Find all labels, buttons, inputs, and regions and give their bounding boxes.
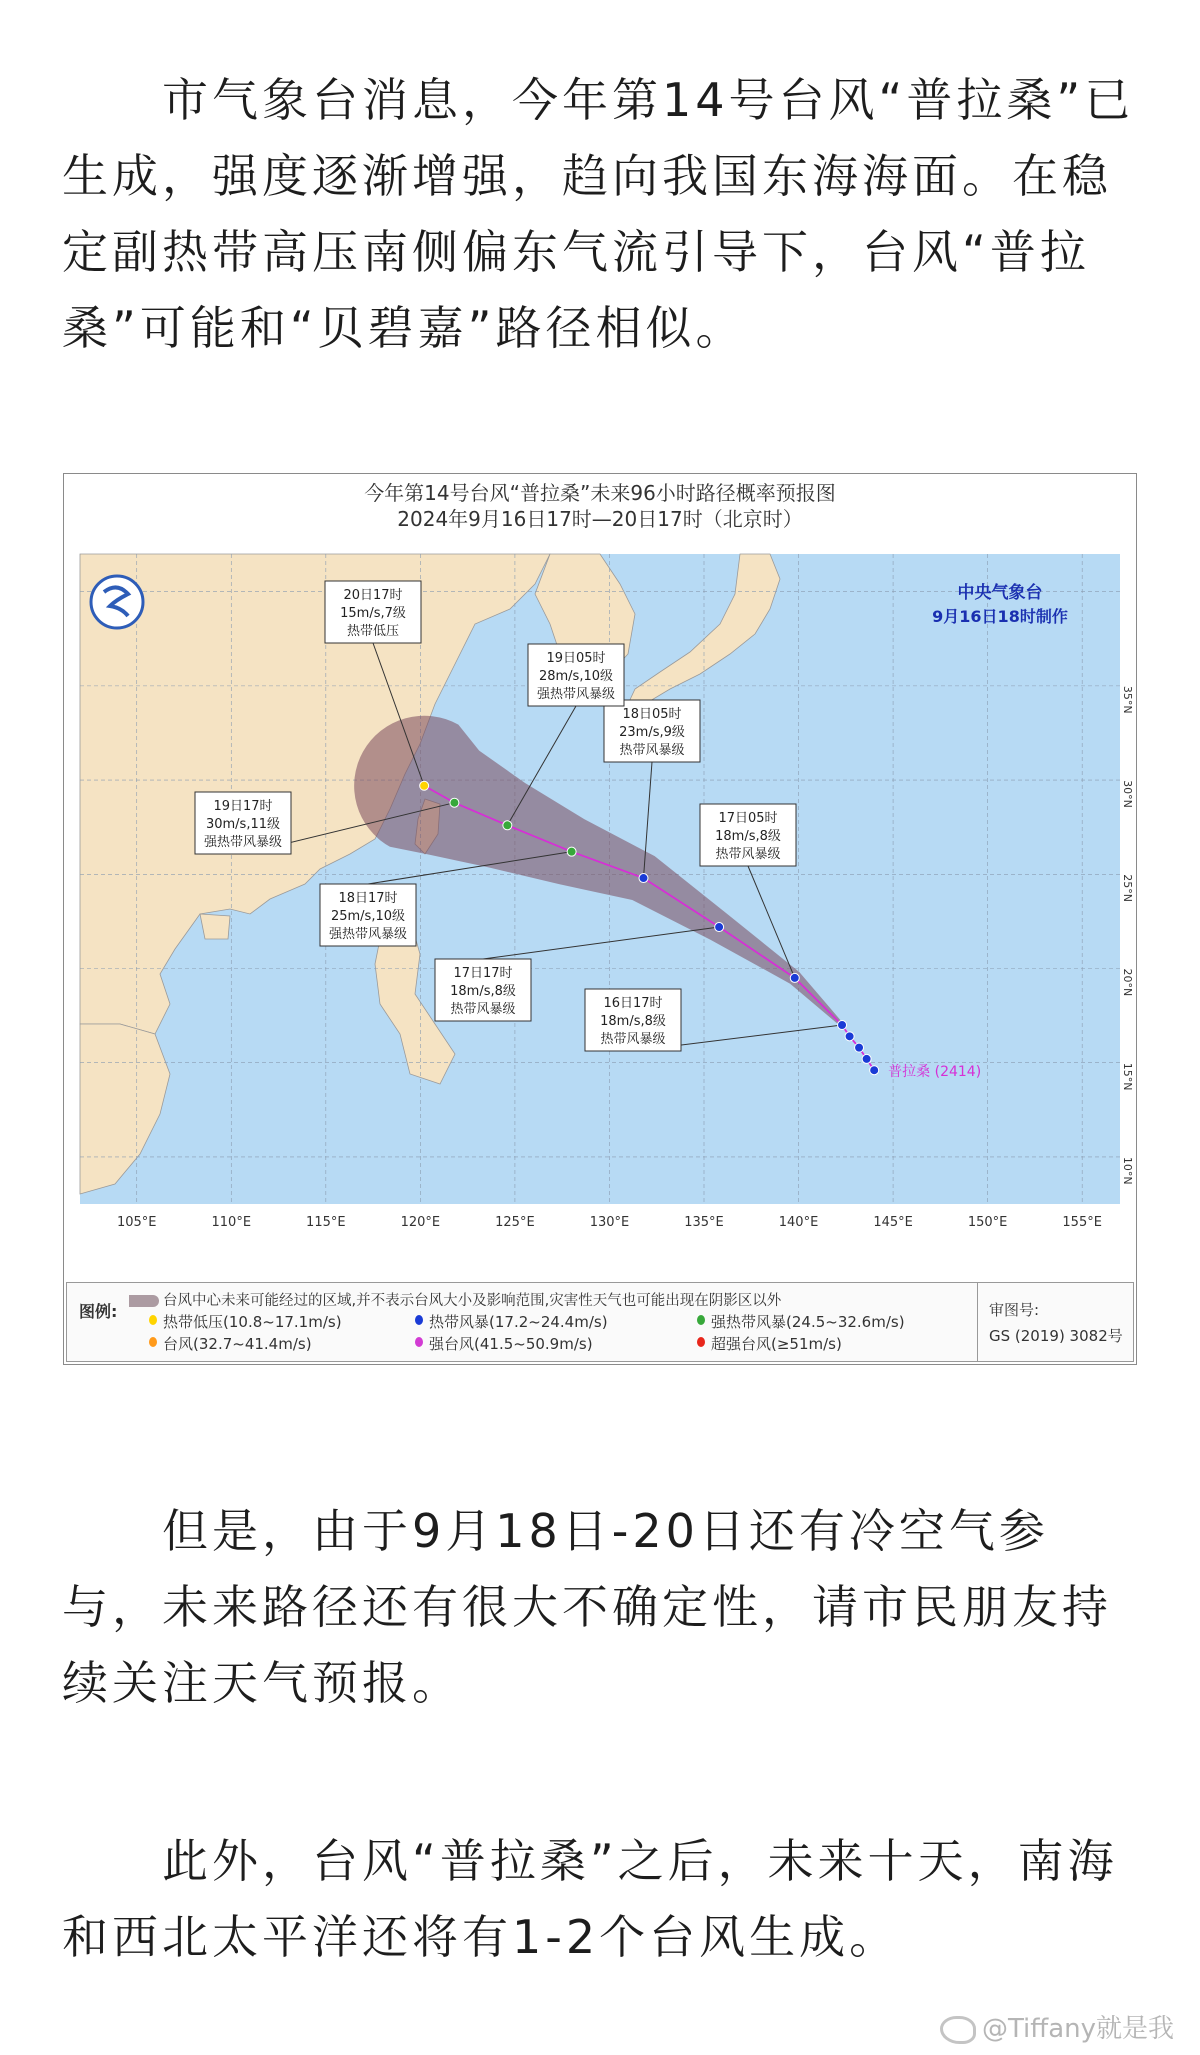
legend-divider <box>977 1283 978 1361</box>
lon-tick-label: 150°E <box>967 1215 1008 1230</box>
legend-super: 超强台风(≥51m/s) <box>711 1335 842 1353</box>
forecast-label-line: 18m/s,8级 <box>715 829 781 844</box>
legend-sts-dot <box>697 1315 705 1325</box>
forecast-label-line: 15m/s,7级 <box>340 606 406 621</box>
watermark-text: @Tiffany就是我 <box>981 2014 1174 2044</box>
uncertainty-paragraph: 但是，由于9月18日-20日还有冷空气参与，未来路径还有很大不确定性，请市民朋友持续关注天气预报。 <box>62 1504 1112 1710</box>
forecast-label-line: 18日17时 <box>338 891 398 906</box>
typhoon-id: (2414) <box>934 1064 982 1081</box>
forecast-label-line: 19日17时 <box>213 799 273 814</box>
lat-tick-label: 15°N <box>1121 1062 1134 1091</box>
legend-cone-desc: 台风中心未来可能经过的区域,并不表示台风大小及影响范围,灾害性天气也可能出现在阴影区以外 <box>163 1293 782 1309</box>
legend-ts: 热带风暴(17.2~24.4m/s) <box>429 1313 608 1331</box>
track-point <box>838 1021 847 1030</box>
legend-td-dot <box>149 1315 157 1325</box>
forecast-label-line: 热带风暴级 <box>619 743 685 758</box>
map-title <box>64 480 1136 532</box>
agency-label: 中央气象台 <box>957 583 1043 603</box>
lon-tick-label: 140°E <box>778 1215 819 1230</box>
intro-paragraph: 市气象台消息，今年第14号台风“普拉桑”已生成，强度逐渐增强，趋向我国东海海面。在稳定副热带高压南侧偏东气流引导下，台风“普拉桑”可能和“贝碧嘉”路径相似。 <box>62 73 1135 355</box>
legend <box>66 1282 1134 1362</box>
hainan <box>200 914 230 939</box>
lon-tick-label: 120°E <box>400 1215 441 1230</box>
forecast-label-line: 20日17时 <box>343 588 403 603</box>
track-map <box>80 554 1134 1274</box>
lon-tick-label: 125°E <box>495 1215 535 1230</box>
legend-super-dot <box>697 1337 705 1347</box>
forecast-label-line: 30m/s,11级 <box>205 817 281 832</box>
cma-logo <box>91 576 143 628</box>
track-point <box>790 973 799 982</box>
forecast-label-line: 19日05时 <box>546 651 606 666</box>
track-point <box>845 1032 854 1041</box>
lon-tick-label: 130°E <box>589 1215 630 1230</box>
track-point <box>862 1054 871 1063</box>
forecast-label-line: 17日05时 <box>718 811 778 826</box>
forecast-label-line: 热带风暴级 <box>600 1032 666 1047</box>
legend-sts: 强热带风暴(24.5~32.6m/s) <box>711 1313 905 1331</box>
typhoon-name-label <box>888 1063 981 1080</box>
lon-tick-label: 155°E <box>1062 1215 1102 1230</box>
legend-td: 热带低压(10.8~17.1m/s) <box>163 1313 342 1331</box>
track-point <box>855 1043 864 1052</box>
legend-ty-dot <box>149 1337 157 1347</box>
track-point <box>450 798 459 807</box>
forecast-label-line: 强热带风暴级 <box>328 927 408 942</box>
weibo-icon <box>940 2016 976 2044</box>
forecast-label-line: 18m/s,8级 <box>450 984 516 999</box>
track-point <box>870 1066 879 1075</box>
forecast-label-line: 23m/s,9级 <box>619 725 685 740</box>
lon-tick-label: 105°E <box>116 1215 157 1230</box>
legend-title: 图例: <box>79 1302 118 1321</box>
forecast-label-line: 16日17时 <box>603 996 663 1011</box>
forecast-label-line: 热带风暴级 <box>715 847 781 862</box>
lon-tick-label: 110°E <box>211 1215 252 1230</box>
track-point <box>715 923 724 932</box>
lat-tick-label: 30°N <box>1121 780 1134 808</box>
typhoon-name: 普拉桑 <box>888 1064 931 1081</box>
legend-sty-dot <box>415 1337 423 1347</box>
legend-ty: 台风(32.7~41.4m/s) <box>163 1335 312 1353</box>
lon-tick-label: 135°E <box>684 1215 724 1230</box>
forecast-label-line: 17日17时 <box>453 966 513 981</box>
lon-tick-label: 145°E <box>873 1215 913 1230</box>
lat-tick-label: 35°N <box>1121 685 1134 714</box>
forecast-label-line: 18日05时 <box>622 707 682 722</box>
track-point <box>567 847 576 856</box>
outlook-paragraph: 此外，台风“普拉桑”之后，未来十天，南海和西北太平洋还将有1-2个台风生成。 <box>62 1834 1118 1964</box>
forecast-label-line: 强热带风暴级 <box>536 687 616 702</box>
forecast-label-line: 强热带风暴级 <box>203 835 283 850</box>
legend-ts-dot <box>415 1315 423 1325</box>
forecast-label-line: 热带低压 <box>346 624 400 639</box>
map-title-line2: 2024年9月16日17时—20日17时（北京时） <box>397 507 803 531</box>
track-point <box>639 874 648 883</box>
lat-tick-label: 20°N <box>1121 968 1134 997</box>
review-label: 审图号: <box>989 1301 1040 1319</box>
forecast-label-line: 25m/s,10级 <box>330 909 406 924</box>
map-title-line1: 今年第14号台风“普拉桑”未来96小时路径概率预报图 <box>364 481 836 505</box>
track-point <box>503 821 512 830</box>
typhoon-forecast-figure <box>63 473 1137 1365</box>
review-number: GS (2019) 3082号 <box>989 1327 1123 1345</box>
legend-sty: 强台风(41.5~50.9m/s) <box>429 1335 593 1353</box>
lat-tick-label: 10°N <box>1121 1156 1134 1185</box>
forecast-label-line: 18m/s,8级 <box>600 1014 666 1029</box>
track-point <box>420 781 429 790</box>
forecast-label-line: 热带风暴级 <box>450 1002 516 1017</box>
legend-cone-swatch <box>129 1295 159 1307</box>
watermark <box>940 2008 1174 2045</box>
lon-tick-label: 115°E <box>306 1215 346 1230</box>
lat-tick-label: 25°N <box>1121 874 1134 903</box>
forecast-label-line: 28m/s,10级 <box>538 669 614 684</box>
made-time-label: 9月16日18时制作 <box>932 607 1068 626</box>
